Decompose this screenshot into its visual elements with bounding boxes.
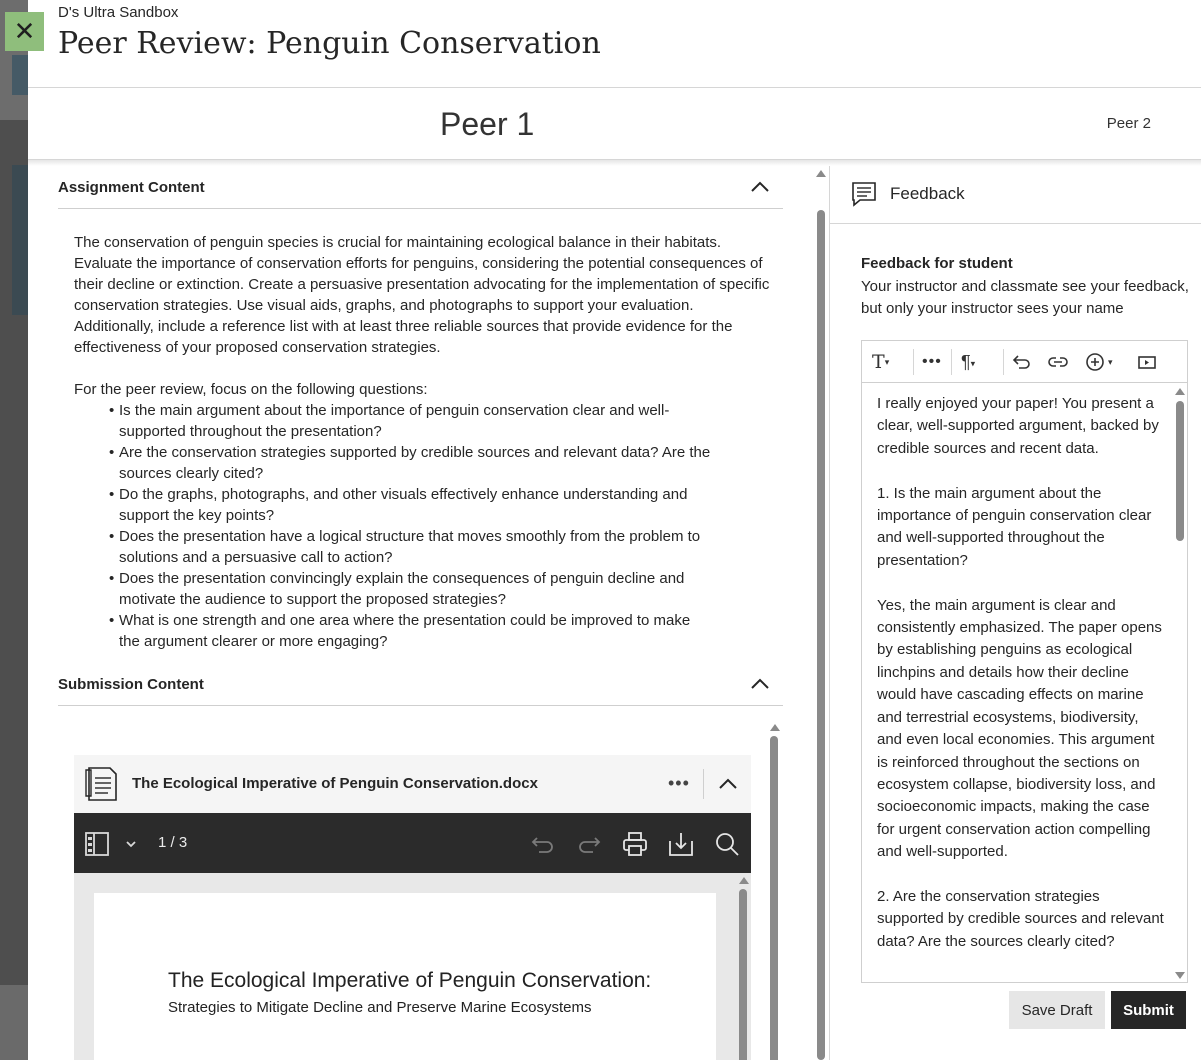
feedback-panel: [829, 166, 1201, 1060]
file-header: [74, 755, 751, 813]
chevron-up-icon[interactable]: [749, 673, 771, 695]
background-block: [12, 55, 28, 95]
scroll-down-arrow[interactable]: [1175, 972, 1185, 979]
scrollbar-thumb[interactable]: [770, 736, 778, 1060]
scroll-up-arrow[interactable]: [1175, 388, 1185, 395]
page-indicator: 1 / 3: [158, 834, 188, 851]
chevron-up-icon[interactable]: [749, 176, 771, 198]
background-image: [12, 165, 28, 315]
page-title: Peer Review: Penguin Conservation: [58, 26, 601, 61]
submission-file-card: [74, 755, 751, 1060]
chevron-up-icon[interactable]: [717, 773, 739, 795]
save-draft-button[interactable]: Save Draft: [1009, 991, 1105, 1029]
submit-button[interactable]: Submit: [1111, 991, 1186, 1029]
peer-navigation: [28, 88, 1201, 160]
divider: [951, 349, 952, 375]
feedback-text[interactable]: I really enjoyed your paper! You present a clear, well-supported argument, backed by credible sources and recent data. 1. Is the main argument about the importance of penguin conservation clear and well-supported throughout the presentation? Yes, the main argument is clear and consistently emphasized. The paper opens by establishing penguins as ecological linchpins and details how their decline would have cascading effects on marine and terrestrial ecosystems, biodiversity, and even local economies. This argument is reinforced throughout the sections on ecosystem collapse, biodiversity loss, and socioeconomic impacts, making the case for urgent conservation action compelling and well-supported. 2. Are the conservation strategies supported by credible sources and relevant data? Are the sources clearly cited?: [877, 395, 1164, 950]
sidebar-toggle-icon[interactable]: [84, 831, 110, 857]
assignment-text: The conservation of penguin species is crucial for maintaining ecological balance in their habitats. Evaluate the importance of conservation efforts for penguins, considering the potential consequences of their decline or extinction. Create a persuasive presentation advocating for the implementation of specific conservation strategies. Use visual aids, graphs, and photographs to support your evaluation. Additionally, include a reference list with at least three reliable sources that provide evidence for the effectiveness of your proposed conservation strategies.: [74, 234, 770, 356]
feedback-icon: [851, 181, 877, 207]
left-column: [28, 166, 828, 1060]
more-formatting-button[interactable]: •••: [922, 353, 942, 370]
panel-header: [28, 0, 1201, 88]
scrollbar-thumb[interactable]: [739, 889, 747, 1060]
feedback-editor[interactable]: [861, 340, 1188, 983]
scroll-up-arrow[interactable]: [770, 724, 780, 731]
background-page: [0, 0, 28, 1060]
feedback-label: Feedback for student: [861, 255, 1013, 272]
close-button[interactable]: ✕: [5, 12, 44, 51]
question-item: • Are the conservation strategies supported by credible sources and relevant data? Are the sources clearly cited?: [119, 442, 774, 484]
undo-icon[interactable]: [1012, 351, 1032, 373]
download-icon[interactable]: [668, 831, 694, 857]
feedback-title: Feedback: [890, 184, 965, 203]
redo-icon[interactable]: [576, 831, 602, 857]
document-viewer-toolbar: [74, 813, 751, 873]
assignment-content-header[interactable]: [58, 166, 783, 209]
question-item: • Do the graphs, photographs, and other visuals effectively enhance understanding and support the key points?: [119, 484, 774, 526]
scrollbar-thumb[interactable]: [817, 210, 825, 1060]
scroll-up-arrow[interactable]: [816, 170, 826, 177]
paragraph-button[interactable]: ¶▾: [961, 352, 976, 372]
insert-content-icon[interactable]: [1084, 351, 1106, 373]
peer-review-panel: [28, 0, 1201, 1060]
document-page: [94, 893, 716, 1060]
file-name[interactable]: The Ecological Imperative of Penguin Conservation.docx: [132, 775, 538, 792]
insert-dropdown-arrow[interactable]: ▾: [1108, 357, 1113, 367]
document-subtitle: Strategies to Mitigate Decline and Preserve Marine Ecosystems: [168, 999, 592, 1016]
submission-content-label: Submission Content: [58, 676, 204, 693]
divider: [913, 349, 914, 375]
undo-icon[interactable]: [530, 831, 556, 857]
background-block: [0, 985, 28, 1060]
chevron-down-icon[interactable]: [124, 831, 138, 857]
question-item: • What is one strength and one area where the presentation could be improved to make the argument clearer or more engaging?: [119, 610, 774, 652]
feedback-header: [830, 166, 1201, 224]
media-icon[interactable]: [1137, 351, 1157, 373]
questions-intro: For the peer review, focus on the following questions:: [74, 381, 428, 398]
peer-next-link[interactable]: Peer 2: [1106, 115, 1151, 132]
assignment-paragraph: [74, 232, 774, 358]
divider: [703, 769, 704, 799]
document-viewer: [74, 873, 751, 1060]
document-title: The Ecological Imperative of Penguin Conservation:: [168, 969, 652, 992]
question-item: • Does the presentation convincingly explain the consequences of penguin decline and motivate the audience to support the proposed strategies?: [119, 568, 774, 610]
scrollbar-thumb[interactable]: [1176, 401, 1184, 541]
print-icon[interactable]: [622, 831, 648, 857]
divider: [1003, 349, 1004, 375]
text-style-button[interactable]: T▾: [872, 351, 890, 373]
question-item: • Does the presentation have a logical structure that moves smoothly from the problem to solutions and a persuasive call to action?: [119, 526, 774, 568]
search-icon[interactable]: [714, 831, 740, 857]
feedback-description: Your instructor and classmate see your feedback, but only your instructor sees your name: [861, 278, 1189, 317]
questions-list: [74, 400, 774, 652]
scroll-up-arrow[interactable]: [739, 877, 749, 884]
course-name: D's Ultra Sandbox: [58, 4, 179, 21]
peer-current-label: Peer 1: [440, 106, 535, 142]
assignment-content-label: Assignment Content: [58, 179, 205, 196]
link-icon[interactable]: [1047, 351, 1069, 373]
submission-content-header[interactable]: [58, 663, 783, 706]
more-options-icon[interactable]: •••: [668, 773, 690, 793]
editor-toolbar: [862, 341, 1187, 383]
question-item: • Is the main argument about the importance of penguin conservation clear and well-supported throughout the presentation?: [119, 400, 774, 442]
document-icon: [84, 766, 120, 802]
peer-review-questions: [74, 379, 774, 652]
